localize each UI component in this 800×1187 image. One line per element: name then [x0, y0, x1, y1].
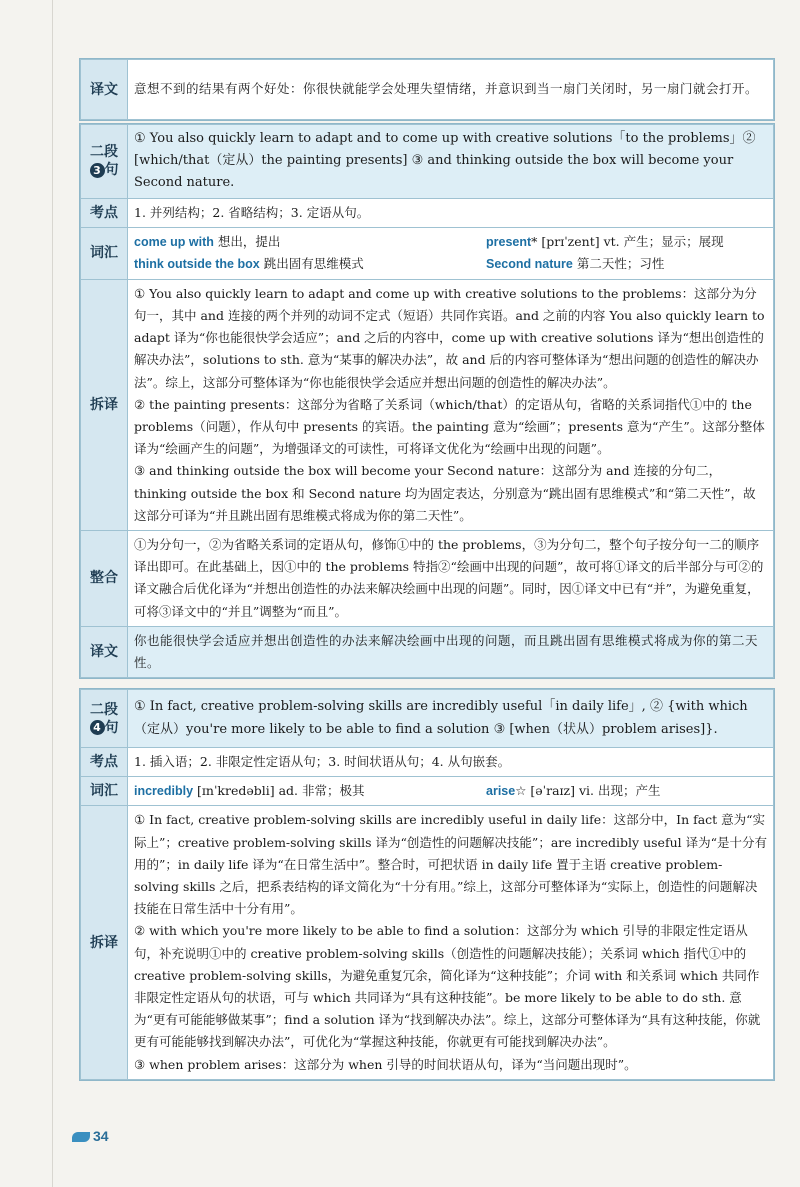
s3-label-a: 二段	[90, 144, 118, 161]
s4-vocab-1: incredibly [ɪnˈkredəbli] ad. 非常；极其	[134, 783, 365, 799]
s3-yiwen-label: 译文	[81, 626, 128, 677]
s3-kaodian-text: 1. 并列结构；2. 省略结构；3. 定语从句。	[128, 198, 774, 227]
s4-vocab-2: arise☆ [əˈraɪz] vi. 出现；产生	[486, 783, 661, 799]
s3-label-num: 3	[90, 163, 105, 178]
s3-chaiyi-p1: ① You also quickly learn to adapt and come up with creative solutions to the problems：这部分为分句一，其中 and 连接的两个并列的动词不定式（短语）共同作宾语。and 之前的内容 You also quickly learn to adapt 译为“你也能很快学会适应”；and 之后的内容中，come up with creative solutions 译为“想出创造性的解决办法”，solutions to sth. 意为“某事的解决办法”，故 and 后的内容可整体译为“想出问题的创造性的解决办法”。综上，这部分可整体译为“你也能很快学会适应并想出问题的创造性的解决办法”。	[134, 285, 765, 390]
top-label: 译文	[81, 60, 128, 120]
top-translation-text: 意想不到的结果有两个好处：你很快就能学会处理失望情绪，并意识到当一扇门关闭时，另一扇门就会打开。	[128, 60, 774, 120]
s4-chaiyi-p1: ① In fact, creative problem-solving skills are incredibly useful in daily life：这部分中，In fact 意为“实际上”；creative problem-solving skills 译为“创造性的问题解决技能”；are incredibly useful 译为“是十分有用的”；in daily life 译为“在日常生活中”。整合时，可把状语 in daily life 置于主语 creative problem-solving skills 之后，把系表结构的译文简化为“十分有用。”综上，这部分可整体译为“实际上，创造性的问题解决技能在日常生活中十分有用”。	[134, 812, 767, 917]
s3-chaiyi-label: 拆译	[81, 279, 128, 530]
s3-vocab-2: present* [prɪˈzent] vt. 产生；显示；展现	[486, 234, 724, 250]
s4-chaiyi-p2: ② with which you're more likely to be able to find a solution：这部分为 which 引导的非限定性定语从句，补充说明①中的 creative problem-solving skills（创造性的问题解决技能）；关系词 which 指代①中的 creative problem-solving skills，为避免重复冗余，简化译为“这种技能”；介词 with 和关系词 which 共同作非限定性定语从句的状语，可与 which 共同译为“具有这种技能”。be more likely to be able to do sth. 意为“更有可能能够做某事”；find a solution 译为“找到解决办法”。综上，这部分可整体译为“具有这种技能，你就更有可能能够找到解决办法”，可优化为“掌握这种技能，你就更有可能找到解决办法”。	[134, 923, 761, 1050]
s4-chaiyi-label: 拆译	[81, 806, 128, 1079]
s4-kaodian-label: 考点	[81, 748, 128, 777]
top-translation-block	[79, 58, 775, 121]
margin-line	[52, 0, 53, 1187]
s4-vocab	[128, 777, 774, 806]
s3-vocab-4: Second nature 第二天性；习性	[486, 256, 665, 272]
sentence-4-block	[79, 688, 775, 1081]
s4-label-b: 句	[104, 719, 119, 736]
page-number-icon	[72, 1132, 90, 1142]
s3-chaiyi-p2: ② the painting presents：这部分为省略了关系词（which/that）的定语从句，省略的关系词指代①中的 the problems（问题），作从句中 presents 的宾语。the painting 意为“绘画”；presents 意为“产生”。这部分整体译为“绘画产生的问题”，为增强译文的可读性，可将译文优化为“绘画中出现的问题”。	[134, 396, 765, 457]
s3-label	[81, 125, 128, 199]
sentence-3-block	[79, 123, 775, 679]
s3-vocab-1: come up with 想出，提出	[134, 234, 281, 250]
s3-chaiyi-p3: ③ and thinking outside the box will become your Second nature：这部分为 and 连接的分句二，thinking outside the box 和 Second nature 均为固定表达，分别意为“跳出固有思维模式”和“第二天性”，故这部分可译为“并且跳出固有思维模式将成为你的第二天性”。	[134, 463, 756, 523]
s3-zhenghe-text: ①为分句一，②为省略关系词的定语从句，修饰①中的 the problems，③为分句二，整个句子按分句一二的顺序译出即可。在此基础上，因①中的 the problems 特指②“绘画中出现的问题”，故可将①译文的后半部分与可②的译文融合后优化译为“并想出创造性的办法来解决绘画中出现的问题”。同时，因①译文中已有“并”，为避免重复，可将③译文中的“并且”调整为“而且”。	[128, 531, 774, 627]
s3-kaodian-label: 考点	[81, 198, 128, 227]
s3-cihui-label: 词汇	[81, 227, 128, 279]
s4-label-num: 4	[90, 720, 105, 735]
s4-label-a: 二段	[90, 701, 118, 718]
page-number	[72, 1128, 109, 1144]
s3-chaiyi	[128, 279, 774, 530]
s4-sentence: ① In fact, creative problem-solving skills are incredibly useful「in daily life」, ② {with which（定从）you're more likely to be able to find a solution ③ [when（状从）problem arises]}.	[128, 690, 774, 748]
s4-label	[81, 690, 128, 748]
page-number-text: 34	[93, 1128, 109, 1144]
s4-chaiyi-p3: ③ when problem arises：这部分为 when 引导的时间状语从句，译为“当问题出现时”。	[134, 1056, 637, 1072]
s3-sentence-row	[81, 125, 774, 199]
s4-chaiyi	[128, 806, 774, 1079]
s4-cihui-label: 词汇	[81, 777, 128, 806]
s3-vocab	[128, 227, 774, 279]
s3-sentence: ① You also quickly learn to adapt and to come up with creative solutions「to the problems」② [which/that（定从）the painting presents] ③ and thinking outside the box will become your Second nature.	[128, 125, 774, 199]
s4-kaodian-text: 1. 插入语；2. 非限定性定语从句；3. 时间状语从句；4. 从句嵌套。	[128, 748, 774, 777]
s3-vocab-3: think outside the box 跳出固有思维模式	[134, 256, 364, 272]
s3-zhenghe-label: 整合	[81, 531, 128, 627]
s3-yiwen-text: 你也能很快学会适应并想出创造性的办法来解决绘画中出现的问题，而且跳出固有思维模式将成为你的第二天性。	[128, 626, 774, 677]
s3-label-b: 句	[104, 162, 119, 179]
